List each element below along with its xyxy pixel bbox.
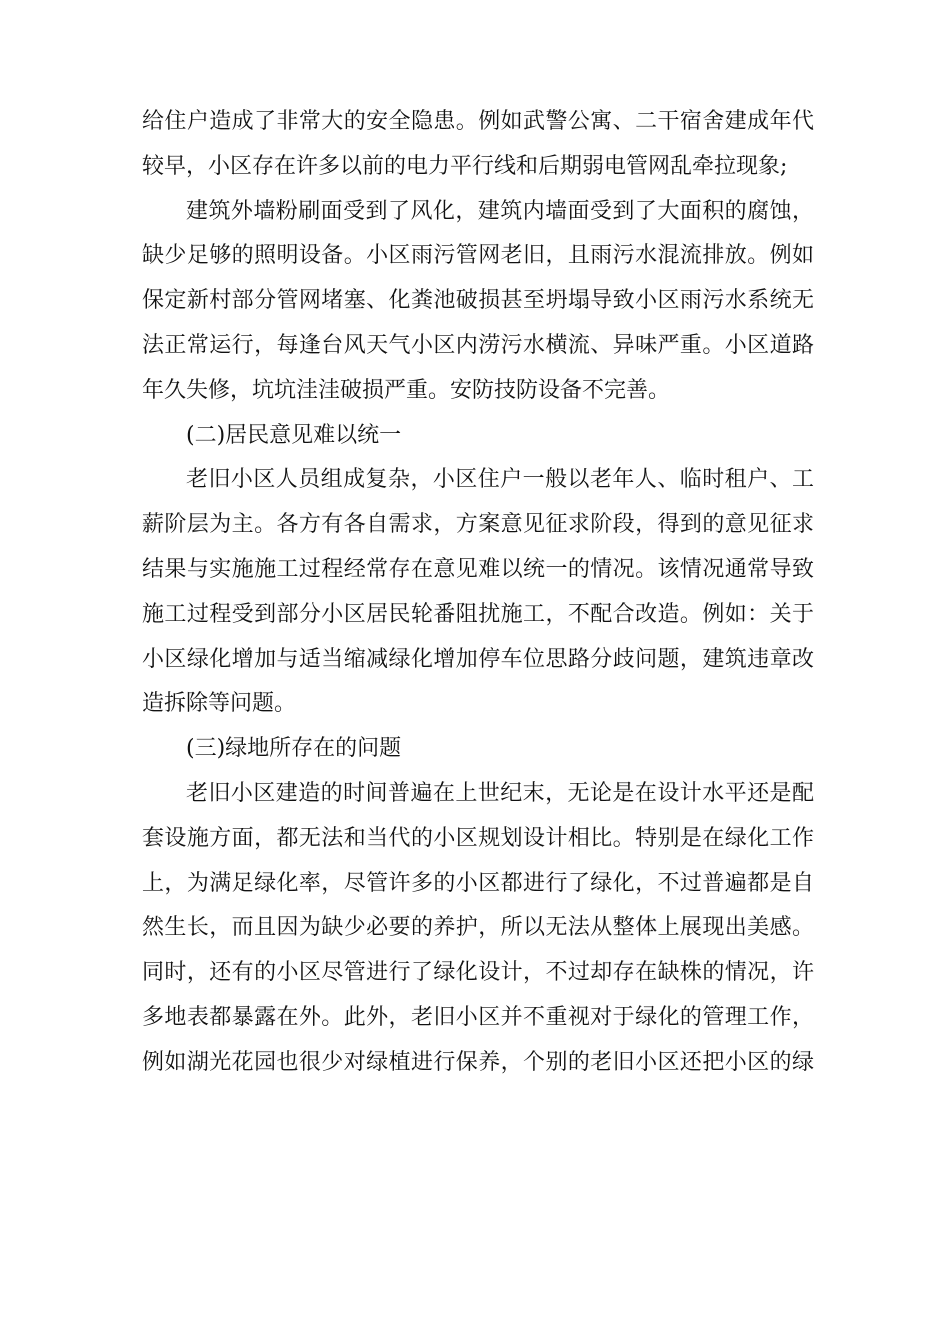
paragraph-line: 多地表都暴露在外。此外，老旧小区并不重视对于绿化的管理工作， bbox=[142, 1004, 814, 1030]
paragraph-line: 然生长，而且因为缺少必要的养护，所以无法从整体上展现出美感。 bbox=[142, 915, 814, 941]
paragraph-line: 套设施方面，都无法和当代的小区规划设计相比。特别是在绿化工作 bbox=[142, 825, 814, 851]
paragraph-line: 缺少足够的照明设备。小区雨污管网老旧，且雨污水混流排放。例如 bbox=[142, 243, 814, 269]
paragraph-line-first: 老旧小区建造的时间普遍在上世纪末，无论是在设计水平还是配 bbox=[186, 780, 814, 806]
paragraph-line: 上，为满足绿化率，尽管许多的小区都进行了绿化，不过普遍都是自 bbox=[142, 870, 814, 896]
paragraph-line-first: 老旧小区人员组成复杂，小区住户一般以老年人、临时租户、工 bbox=[186, 467, 814, 493]
paragraph-line: 法正常运行，每逢台风天气小区内涝污水横流、异味严重。小区道路 bbox=[142, 332, 814, 358]
section-heading-3: (三)绿地所存在的问题 bbox=[186, 736, 402, 762]
paragraph-line: 结果与实施施工过程经常存在意见难以统一的情况。该情况通常导致 bbox=[142, 556, 814, 582]
paragraph-line-continuation-end: 较早，小区存在许多以前的电力平行线和后期弱电管网乱牵拉现象; bbox=[142, 153, 788, 179]
paragraph-line: 施工过程受到部分小区居民轮番阻扰施工，不配合改造。例如：关于 bbox=[142, 601, 814, 627]
paragraph-line: 小区绿化增加与适当缩减绿化增加停车位思路分歧问题，建筑违章改 bbox=[142, 646, 814, 672]
document-page bbox=[142, 100, 814, 1086]
paragraph-line: 保定新村部分管网堵塞、化粪池破损甚至坍塌导致小区雨污水系统无 bbox=[142, 288, 814, 314]
paragraph-line-end: 造拆除等问题。 bbox=[142, 691, 297, 717]
paragraph-line-continuation: 给住户造成了非常大的安全隐患。例如武警公寓、二干宿舍建成年代 bbox=[142, 109, 814, 134]
paragraph-line: 薪阶层为主。各方有各自需求，方案意见征求阶段，得到的意见征求 bbox=[142, 512, 814, 538]
paragraph-line-end: 年久失修，坑坑洼洼破损严重。安防技防设备不完善。 bbox=[142, 377, 671, 403]
paragraph-line-first: 建筑外墙粉刷面受到了风化，建筑内墙面受到了大面积的腐蚀， bbox=[186, 198, 814, 224]
section-heading-2: (二)居民意见难以统一 bbox=[186, 422, 402, 448]
paragraph-line: 例如湖光花园也很少对绿植进行保养，个别的老旧小区还把小区的绿 bbox=[142, 1049, 814, 1075]
paragraph-line: 同时，还有的小区尽管进行了绿化设计，不过却存在缺株的情况，许 bbox=[142, 960, 814, 986]
